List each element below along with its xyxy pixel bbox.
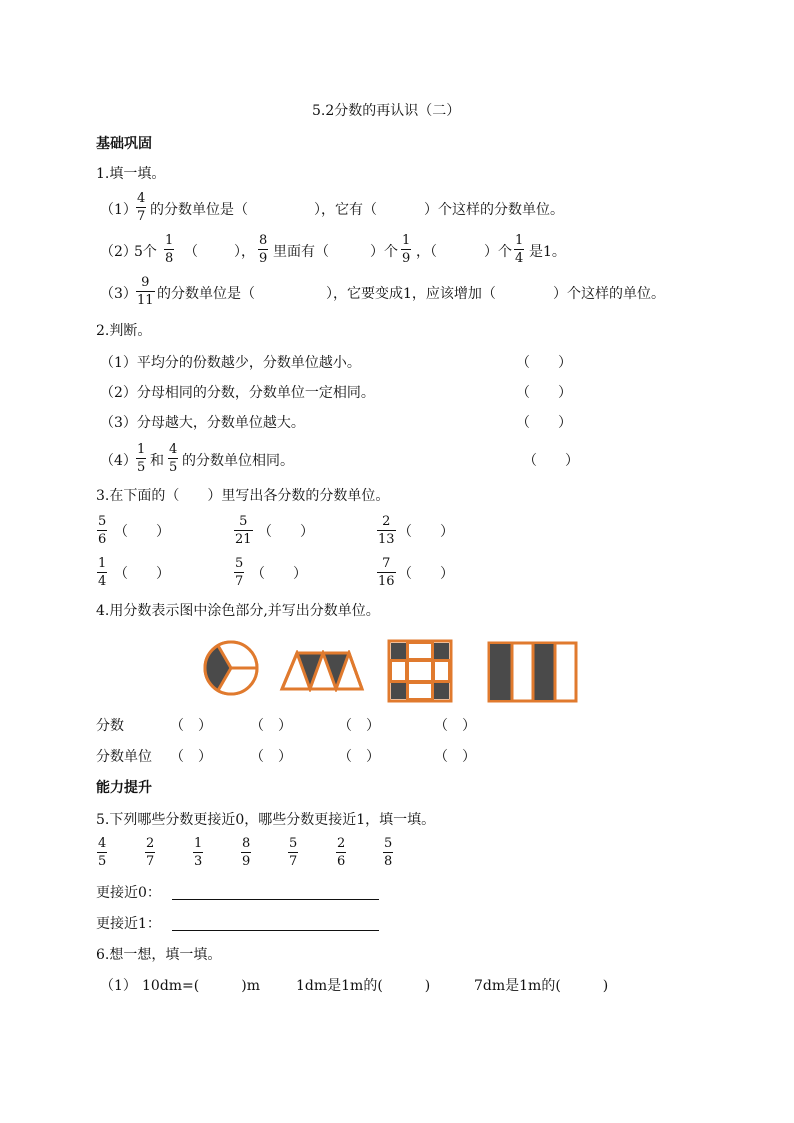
q1-2-text-g: ）个 [484,244,512,260]
answer-paren[interactable]: （ ） [434,749,476,765]
fraction: 1 9 [402,233,411,266]
answer-paren[interactable]: （ ） [251,566,307,582]
fraction: 4 5 [169,442,178,475]
answer-paren[interactable]: （ ） [516,385,572,401]
answer-paren[interactable]: （ ） [114,566,170,582]
q1-2-text-a: 5个 [134,244,157,260]
q2-4-number: （4） [100,453,137,469]
q1-2-text-h: 是1。 [529,244,566,260]
shape-circle [202,639,260,697]
fraction: 5 6 [98,514,107,547]
q2-item: （3）分母越大，分数单位越大。 [100,415,305,431]
shape-trapezoid [279,650,365,692]
q1-1-text-a: 的分数单位是（ [150,202,248,218]
q1-3-number: （3） [100,286,137,302]
fraction: 2 6 [337,836,346,869]
q1-2-text-d: 里面有（ [273,244,329,260]
q1-heading: 1.填一填。 [96,166,166,182]
fraction: 1 5 [137,442,146,475]
fraction: 1 3 [194,836,203,869]
fraction: 9 11 [137,275,154,308]
section-heading-advanced: 能力提升 [96,780,152,796]
q2-4-text-b: 的分数单位相同。 [182,453,294,469]
answer-paren[interactable]: （ ） [250,718,292,734]
q1-2-text-f: ，（ [416,244,437,260]
fraction: 8 9 [259,233,268,266]
q1-2-number: （2） [100,244,137,260]
near-zero-label: 更接近0： [96,885,161,901]
fraction: 5 7 [289,836,298,869]
fraction: 1 4 [515,233,524,266]
fraction: 5 7 [235,556,244,589]
answer-paren[interactable]: （ ） [516,355,572,371]
q1-1-text-b: ），它有（ [314,202,377,218]
answer-paren[interactable]: （ ） [250,749,292,765]
fraction: 5 21 [235,514,252,547]
answer-paren[interactable]: （ ） [170,749,212,765]
answer-paren[interactable]: （ ） [170,718,212,734]
q1-1-number: （1） [100,202,137,218]
page-title: 5.2分数的再认识（二） [312,103,461,119]
q2-item: （2）分母相同的分数，分数单位一定相同。 [100,385,375,401]
answer-paren[interactable]: （ ） [523,453,579,469]
fraction: 8 9 [242,836,251,869]
near-one-label: 更接近1： [96,916,161,932]
q2-4-text-a: 和 [150,453,164,469]
q1-2-text-e: ）个 [370,244,398,260]
answer-paren[interactable]: （ ） [114,524,170,540]
q6-heading: 6.想一想，填一填。 [96,947,222,963]
q1-3-text-b: ），它要变成1，应该增加（ [326,286,496,302]
near-one-answer-line[interactable] [172,930,379,931]
fraction: 1 4 [98,556,107,589]
answer-paren[interactable]: （ ） [338,718,380,734]
q1-2-text-b: （ [184,244,198,260]
answer-paren[interactable]: （ ） [258,524,314,540]
fraction: 2 7 [146,836,155,869]
near-zero-answer-line[interactable] [172,899,379,900]
answer-paren[interactable]: （ ） [434,718,476,734]
q1-1-text-c: ）个这样的分数单位。 [424,202,564,218]
answer-paren[interactable]: （ ） [516,415,572,431]
fraction: 2 13 [378,514,395,547]
q6-1-part-c: 7dm是1m的( ) [474,978,609,994]
answer-paren[interactable]: （ ） [398,524,454,540]
shape-rectangle [487,641,578,703]
q5-heading: 5.下列哪些分数更接近0，哪些分数更接近1，填一填。 [96,812,436,828]
q4-row-label-unit: 分数单位 [96,749,152,765]
fraction: 5 8 [384,836,393,869]
q4-heading: 4.用分数表示图中涂色部分,并写出分数单位。 [96,603,380,619]
section-heading-basic: 基础巩固 [96,136,152,152]
fraction: 4 5 [98,836,107,869]
fraction: 7 16 [378,556,395,589]
q4-row-label-fraction: 分数 [96,718,124,734]
answer-paren[interactable]: （ ） [398,566,454,582]
q6-1-number: （1） [100,978,137,994]
answer-paren[interactable]: （ ） [338,749,380,765]
q3-heading: 3.在下面的（ ）里写出各分数的分数单位。 [96,488,390,504]
q6-1-part-b: 1dm是1m的( ) [296,978,431,994]
shape-grid [387,639,453,703]
fraction: 1 8 [165,233,174,266]
q1-2-text-c: ）， [234,244,255,260]
q2-heading: 2.判断。 [96,323,152,339]
q1-3-text-c: ）个这样的单位。 [553,286,665,302]
q6-1-part-a: 10dm=( )m [142,978,260,994]
q1-3-text-a: 的分数单位是（ [157,286,255,302]
fraction: 4 7 [137,191,146,224]
q2-item: （1）平均分的份数越少，分数单位越小。 [100,355,361,371]
